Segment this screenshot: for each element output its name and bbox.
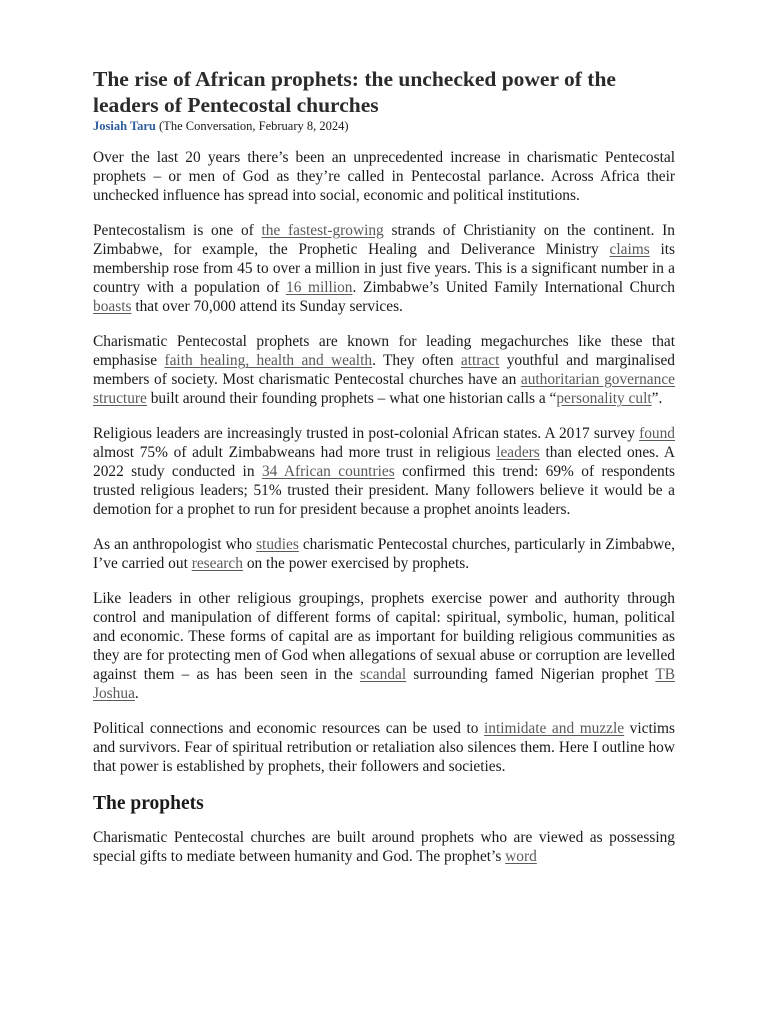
- body-text: on the power exercised by prophets.: [242, 555, 470, 573]
- inline-link[interactable]: personality cult: [556, 390, 652, 408]
- source-info: (The Conversation, February 8, 2024): [159, 119, 349, 133]
- inline-link[interactable]: word: [505, 847, 537, 865]
- body-text: confirmed this trend: 69% of respondents trusted religious leaders; 51% trusted their president. Many followers believe it would be a demotion for a prophet to run for president because a prophet anoints leaders.: [93, 463, 675, 519]
- body-text: Pentecostalism is one of: [93, 221, 262, 239]
- body-text: As an anthropologist who: [93, 535, 257, 553]
- inline-link[interactable]: studies: [256, 535, 299, 553]
- body-text: than elected ones. A 2022 study conducted in: [93, 444, 675, 481]
- body-text: almost 75% of adult Zimbabweans had more trust in religious: [93, 444, 497, 461]
- body-text: .: [134, 685, 139, 703]
- body-text: Charismatic Pentecostal churches are built around prophets who are viewed as possessing special gifts to mediate between humanity and God. The prophet’s: [93, 828, 675, 865]
- inline-link[interactable]: TB Joshua: [93, 666, 676, 703]
- inline-link[interactable]: scandal: [359, 666, 407, 684]
- section-paragraph: [93, 828, 675, 866]
- body-text: surrounding famed Nigerian prophet: [406, 666, 656, 684]
- body-text: that over 70,000 attend its Sunday services.: [131, 298, 403, 316]
- body-text: ”.: [651, 390, 663, 408]
- body-text: its membership rose from 45 to over a million in just five years. This is a significant number in a country with a population of: [93, 240, 676, 297]
- inline-link[interactable]: 16 million: [286, 279, 353, 297]
- body-text: Religious leaders are increasingly trusted in post-colonial African states. A 2017 survey: [93, 424, 640, 442]
- paragraph: [93, 589, 675, 704]
- inline-link[interactable]: leaders: [496, 444, 540, 461]
- paragraph: [93, 424, 675, 519]
- inline-link[interactable]: the fastest-growing: [261, 221, 384, 239]
- body-text: youthful and marginalised members of society. Most charismatic Pentecostal churches have an: [93, 352, 676, 389]
- paragraph: [93, 332, 675, 408]
- author-link[interactable]: Josiah Taru: [93, 119, 156, 133]
- paragraph: [93, 148, 675, 205]
- body-text: . Zimbabwe’s United Family International Church: [352, 279, 675, 297]
- body-text: built around their founding prophets – what one historian calls a “: [146, 390, 557, 408]
- inline-link[interactable]: 34 African countries: [261, 463, 395, 481]
- body-text: Charismatic Pentecostal prophets are known for leading megachurches like these that emphasise: [93, 332, 675, 370]
- paragraph: [93, 719, 675, 776]
- inline-link[interactable]: faith healing, health and wealth: [164, 352, 373, 370]
- body-text: Over the last 20 years there’s been an unprecedented increase in charismatic Pentecostal prophets – or men of God as they’re called in Pentecostal parlance. Across Africa their unchecked influence has spread into social, economic and political institutions.: [93, 149, 675, 205]
- body-text: . They often: [372, 352, 461, 370]
- inline-link[interactable]: research: [191, 555, 243, 573]
- byline: [93, 118, 675, 134]
- body-text: Like leaders in other religious groupings, prophets exercise power and authority through control and manipulation of different forms of capital: spiritual, symbolic, human, political and economic. These forms of capital are as important for building religious communities as they are for protecting men of God when allegations of sexual abuse or corruption are levelled against them – as has been seen in the: [93, 589, 675, 684]
- article: [93, 66, 675, 882]
- inline-link[interactable]: found: [639, 424, 675, 442]
- paragraph: [93, 221, 675, 316]
- article-title: The rise of African prophets: the unchecked power of the leaders of Pentecostal churches: [93, 67, 616, 117]
- inline-link[interactable]: attract: [460, 352, 500, 370]
- body-text: victims and survivors. Fear of spiritual retribution or retaliation also silences them. Here I outline how that power is established by prophets, their followers and societies.: [93, 719, 675, 776]
- article-body: [93, 148, 675, 776]
- inline-link[interactable]: boasts: [93, 298, 132, 316]
- body-text: charismatic Pentecostal churches, particularly in Zimbabwe, I’ve carried out: [93, 535, 675, 573]
- body-text: Political connections and economic resources can be used to: [93, 719, 484, 737]
- inline-link[interactable]: claims: [609, 240, 650, 258]
- inline-link[interactable]: authoritarian governance structure: [93, 371, 675, 408]
- body-text: strands of Christianity on the continent. In Zimbabwe, for example, the Prophetic Healing and Deliverance Ministry: [93, 221, 675, 258]
- inline-link[interactable]: intimidate and muzzle: [483, 719, 625, 737]
- section-heading: The prophets: [93, 792, 204, 814]
- paragraph: [93, 535, 675, 573]
